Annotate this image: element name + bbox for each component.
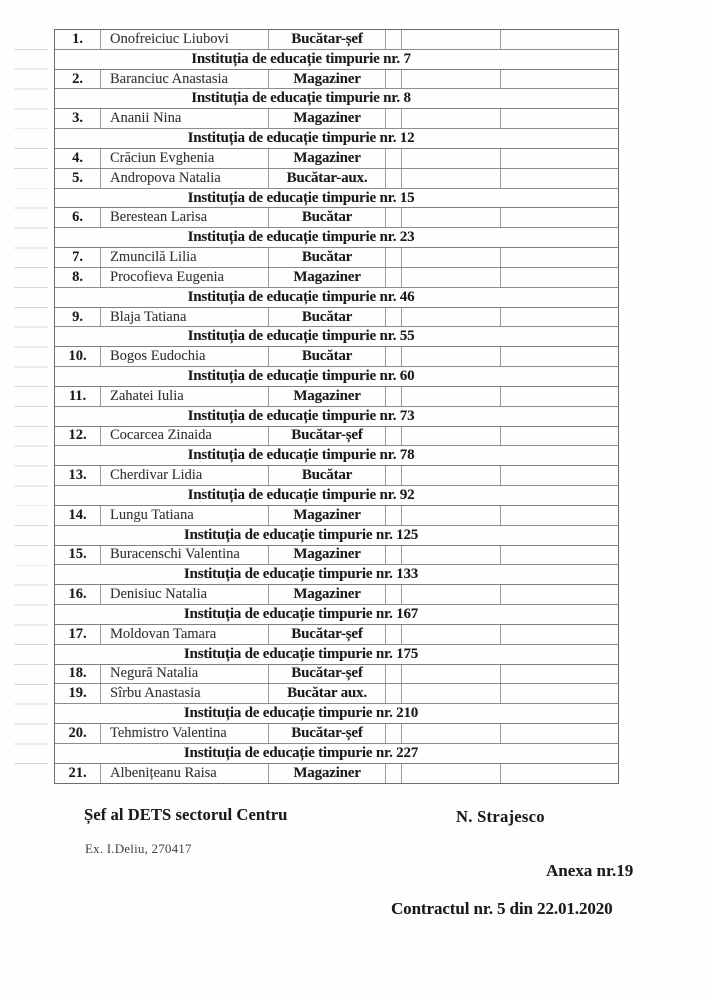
row-number-cell: [55, 546, 101, 565]
person-name: Tehmistro Valentina: [110, 724, 227, 741]
institution-label: Instituția de educație timpurie nr. 175: [183, 645, 419, 662]
empty-cell-2: [501, 665, 618, 684]
institution-label: Instituția de educație timpurie nr. 55: [187, 328, 415, 345]
row-number-cell: [55, 427, 101, 446]
position-cell: [269, 466, 386, 485]
row-number: 11.: [68, 387, 87, 404]
institution-row: [55, 605, 618, 625]
empty-cell-2: [501, 248, 618, 267]
row-number: 5.: [72, 169, 83, 186]
person-name: Bogos Eudochia: [110, 348, 206, 365]
row-number-cell: [55, 268, 101, 287]
row-number: 21.: [68, 765, 87, 782]
name-cell: [101, 625, 269, 644]
empty-narrow-cell: [386, 506, 402, 525]
position-label: Bucătar: [301, 348, 353, 365]
institution-label: Instituția de educație timpurie nr. 8: [191, 90, 411, 107]
scan-artifact-marks: [14, 30, 48, 782]
name-cell: [101, 347, 269, 366]
empty-cell-2: [501, 30, 618, 49]
empty-narrow-cell: [386, 387, 402, 406]
row-number-cell: [55, 149, 101, 168]
position-label: Magaziner: [293, 765, 361, 782]
row-number: 3.: [72, 110, 83, 127]
empty-narrow-cell: [386, 585, 402, 604]
position-label: Magaziner: [293, 110, 361, 127]
position-label: Bucătar-șef: [291, 427, 363, 444]
empty-cell-2: [501, 546, 618, 565]
institution-row: [55, 486, 618, 506]
row-number: 20.: [68, 724, 87, 741]
empty-cell-2: [501, 724, 618, 743]
institution-row: [55, 228, 618, 248]
empty-cell-2: [501, 268, 618, 287]
position-cell: [269, 387, 386, 406]
empty-cell-1: [402, 387, 501, 406]
person-name: Blaja Tatiana: [110, 308, 187, 325]
person-name: Berestean Larisa: [110, 209, 208, 226]
name-cell: [101, 427, 269, 446]
row-number: 16.: [68, 586, 87, 603]
position-label: Bucătar-șef: [291, 665, 363, 682]
table-row: [55, 466, 618, 486]
position-label: Bucătar-șef: [291, 30, 363, 47]
position-label: Magaziner: [293, 70, 361, 87]
row-number-cell: [55, 506, 101, 525]
institution-label: Instituția de educație timpurie nr. 92: [187, 486, 415, 503]
table-row: [55, 546, 618, 566]
table-row: [55, 684, 618, 704]
empty-narrow-cell: [386, 109, 402, 128]
institution-label: Instituția de educație timpurie nr. 227: [183, 744, 419, 761]
empty-narrow-cell: [386, 169, 402, 188]
table-row: [55, 724, 618, 744]
empty-cell-1: [402, 347, 501, 366]
signatory-title: Șef al DETS sectorul Centru: [84, 805, 288, 824]
row-number: 13.: [68, 467, 87, 484]
institution-label: Instituția de educație timpurie nr. 210: [183, 705, 419, 722]
row-number-cell: [55, 30, 101, 49]
empty-cell-2: [501, 149, 618, 168]
name-cell: [101, 764, 269, 784]
row-number-cell: [55, 248, 101, 267]
institution-row: [55, 89, 618, 109]
empty-cell-1: [402, 427, 501, 446]
empty-narrow-cell: [386, 248, 402, 267]
row-number-cell: [55, 466, 101, 485]
empty-narrow-cell: [386, 625, 402, 644]
person-name: Crăciun Evghenia: [110, 149, 215, 166]
empty-cell-1: [402, 248, 501, 267]
position-cell: [269, 427, 386, 446]
empty-cell-2: [501, 169, 618, 188]
row-number: 9.: [72, 308, 83, 325]
staff-table: [54, 29, 619, 784]
empty-cell-2: [501, 506, 618, 525]
institution-label: Instituția de educație timpurie nr. 167: [183, 605, 419, 622]
position-label: Bucătar: [301, 308, 353, 325]
empty-cell-2: [501, 466, 618, 485]
empty-cell-2: [501, 70, 618, 89]
person-name: Buracenschi Valentina: [110, 546, 240, 563]
row-number-cell: [55, 585, 101, 604]
position-label: Bucătar-șef: [291, 724, 363, 741]
person-name: Sîrbu Anastasia: [110, 685, 201, 702]
row-number: 15.: [68, 546, 87, 563]
person-name: Negură Natalia: [110, 665, 199, 682]
empty-cell-1: [402, 625, 501, 644]
row-number: 18.: [68, 665, 87, 682]
row-number-cell: [55, 665, 101, 684]
position-label: Bucătar-șef: [291, 625, 363, 642]
signatory-name: N. Strajesco: [456, 807, 545, 826]
empty-cell-1: [402, 665, 501, 684]
institution-label: Instituția de educație timpurie nr. 46: [187, 288, 415, 305]
person-name: Baranciuc Anastasia: [110, 70, 228, 87]
empty-cell-2: [501, 109, 618, 128]
empty-narrow-cell: [386, 149, 402, 168]
empty-cell-1: [402, 109, 501, 128]
position-cell: [269, 208, 386, 227]
table-row: [55, 70, 618, 90]
institution-row: [55, 129, 618, 149]
table-row: [55, 347, 618, 367]
person-name: Ananii Nina: [110, 110, 182, 127]
name-cell: [101, 268, 269, 287]
empty-cell-1: [402, 30, 501, 49]
name-cell: [101, 546, 269, 565]
institution-row: [55, 407, 618, 427]
person-name: Denisiuc Natalia: [110, 586, 208, 603]
empty-cell-2: [501, 208, 618, 227]
person-name: Cocarcea Zinaida: [110, 427, 212, 444]
annex-label: Anexa nr.19: [546, 861, 634, 880]
position-cell: [269, 70, 386, 89]
row-number-cell: [55, 387, 101, 406]
row-number-cell: [55, 625, 101, 644]
empty-cell-1: [402, 149, 501, 168]
table-row: [55, 268, 618, 288]
empty-cell-1: [402, 684, 501, 703]
row-number-cell: [55, 208, 101, 227]
institution-row: [55, 526, 618, 546]
institution-row: [55, 446, 618, 466]
row-number: 6.: [72, 209, 83, 226]
name-cell: [101, 684, 269, 703]
position-label: Bucătar: [301, 467, 353, 484]
name-cell: [101, 109, 269, 128]
name-cell: [101, 70, 269, 89]
person-name: Albenițeanu Raisa: [110, 765, 217, 782]
row-number: 1.: [72, 30, 83, 47]
name-cell: [101, 506, 269, 525]
institution-row: [55, 704, 618, 724]
institution-row: [55, 565, 618, 585]
institution-row: [55, 744, 618, 764]
executor-note: Ex. I.Deliu, 270417: [85, 841, 192, 856]
table-row: [55, 665, 618, 685]
row-number-cell: [55, 308, 101, 327]
position-cell: [269, 764, 386, 784]
position-cell: [269, 248, 386, 267]
row-number-cell: [55, 169, 101, 188]
empty-cell-2: [501, 427, 618, 446]
institution-label: Instituția de educație timpurie nr. 23: [187, 229, 415, 246]
institution-label: Instituția de educație timpurie nr. 15: [187, 189, 415, 206]
empty-narrow-cell: [386, 665, 402, 684]
row-number: 7.: [72, 249, 83, 266]
table-row: [55, 30, 618, 50]
row-number: 19.: [68, 685, 87, 702]
position-label: Magaziner: [293, 149, 361, 166]
row-number: 4.: [72, 149, 83, 166]
position-label: Magaziner: [293, 586, 361, 603]
table-row: [55, 248, 618, 268]
empty-narrow-cell: [386, 427, 402, 446]
position-label: Magaziner: [293, 387, 361, 404]
empty-cell-2: [501, 585, 618, 604]
position-cell: [269, 546, 386, 565]
person-name: Zmuncilă Lilia: [110, 249, 197, 266]
empty-cell-2: [501, 684, 618, 703]
position-label: Magaziner: [293, 546, 361, 563]
name-cell: [101, 248, 269, 267]
position-cell: [269, 308, 386, 327]
name-cell: [101, 169, 269, 188]
position-label: Magaziner: [293, 268, 361, 285]
table-row: [55, 427, 618, 447]
empty-narrow-cell: [386, 724, 402, 743]
person-name: Andropova Natalia: [110, 169, 221, 186]
empty-cell-1: [402, 208, 501, 227]
empty-cell-2: [501, 308, 618, 327]
person-name: Procofieva Eugenia: [110, 268, 224, 285]
empty-narrow-cell: [386, 546, 402, 565]
position-cell: [269, 724, 386, 743]
row-number: 8.: [72, 268, 83, 285]
position-cell: [269, 30, 386, 49]
institution-label: Instituția de educație timpurie nr. 60: [187, 367, 415, 384]
empty-cell-1: [402, 585, 501, 604]
table-row: [55, 387, 618, 407]
name-cell: [101, 30, 269, 49]
institution-row: [55, 327, 618, 347]
name-cell: [101, 387, 269, 406]
position-cell: [269, 665, 386, 684]
position-label: Bucătar-aux.: [286, 169, 368, 186]
row-number: 17.: [68, 625, 87, 642]
empty-narrow-cell: [386, 347, 402, 366]
empty-cell-1: [402, 308, 501, 327]
name-cell: [101, 149, 269, 168]
position-cell: [269, 347, 386, 366]
empty-cell-1: [402, 466, 501, 485]
empty-cell-1: [402, 546, 501, 565]
empty-narrow-cell: [386, 268, 402, 287]
table-row: [55, 625, 618, 645]
name-cell: [101, 208, 269, 227]
table-row: [55, 764, 618, 784]
empty-narrow-cell: [386, 764, 402, 784]
table-row: [55, 149, 618, 169]
institution-row: [55, 189, 618, 209]
table-row: [55, 308, 618, 328]
empty-cell-2: [501, 764, 618, 784]
empty-cell-2: [501, 387, 618, 406]
row-number: 14.: [68, 506, 87, 523]
row-number-cell: [55, 764, 101, 784]
institution-row: [55, 50, 618, 70]
institution-label: Instituția de educație timpurie nr. 12: [187, 130, 415, 147]
name-cell: [101, 665, 269, 684]
institution-label: Instituția de educație timpurie nr. 133: [183, 566, 419, 583]
empty-cell-1: [402, 506, 501, 525]
person-name: Onofreiciuc Liubovi: [110, 30, 229, 47]
institution-row: [55, 367, 618, 387]
empty-cell-1: [402, 764, 501, 784]
row-number-cell: [55, 347, 101, 366]
position-cell: [269, 506, 386, 525]
table-row: [55, 585, 618, 605]
empty-narrow-cell: [386, 70, 402, 89]
institution-label: Instituția de educație timpurie nr. 78: [187, 447, 415, 464]
position-label: Bucătar: [301, 209, 353, 226]
name-cell: [101, 585, 269, 604]
empty-narrow-cell: [386, 684, 402, 703]
empty-cell-1: [402, 268, 501, 287]
empty-narrow-cell: [386, 30, 402, 49]
name-cell: [101, 308, 269, 327]
person-name: Cherdivar Lidia: [110, 467, 203, 484]
empty-narrow-cell: [386, 208, 402, 227]
position-cell: [269, 109, 386, 128]
row-number-cell: [55, 109, 101, 128]
position-cell: [269, 625, 386, 644]
institution-row: [55, 645, 618, 665]
institution-row: [55, 288, 618, 308]
position-label: Magaziner: [293, 506, 361, 523]
row-number-cell: [55, 684, 101, 703]
position-cell: [269, 169, 386, 188]
contract-label: Contractul nr. 5 din 22.01.2020: [391, 899, 613, 918]
position-cell: [269, 585, 386, 604]
table-row: [55, 109, 618, 129]
position-cell: [269, 684, 386, 703]
empty-cell-2: [501, 347, 618, 366]
empty-cell-1: [402, 724, 501, 743]
table-row: [55, 208, 618, 228]
empty-cell-1: [402, 70, 501, 89]
institution-label: Instituția de educație timpurie nr. 125: [183, 526, 419, 543]
row-number-cell: [55, 70, 101, 89]
institution-label: Instituția de educație timpurie nr. 73: [187, 407, 415, 424]
name-cell: [101, 724, 269, 743]
person-name: Zahatei Iulia: [110, 387, 184, 404]
empty-cell-2: [501, 625, 618, 644]
person-name: Moldovan Tamara: [110, 625, 217, 642]
name-cell: [101, 466, 269, 485]
empty-cell-1: [402, 169, 501, 188]
position-label: Bucătar: [301, 249, 353, 266]
institution-label: Instituția de educație timpurie nr. 7: [191, 50, 411, 67]
person-name: Lungu Tatiana: [110, 506, 194, 523]
row-number: 10.: [68, 348, 87, 365]
position-cell: [269, 149, 386, 168]
position-cell: [269, 268, 386, 287]
empty-narrow-cell: [386, 308, 402, 327]
row-number: 12.: [68, 427, 87, 444]
table-row: [55, 169, 618, 189]
position-label: Bucătar aux.: [287, 685, 367, 702]
row-number-cell: [55, 724, 101, 743]
table-row: [55, 506, 618, 526]
row-number: 2.: [72, 70, 83, 87]
empty-narrow-cell: [386, 466, 402, 485]
